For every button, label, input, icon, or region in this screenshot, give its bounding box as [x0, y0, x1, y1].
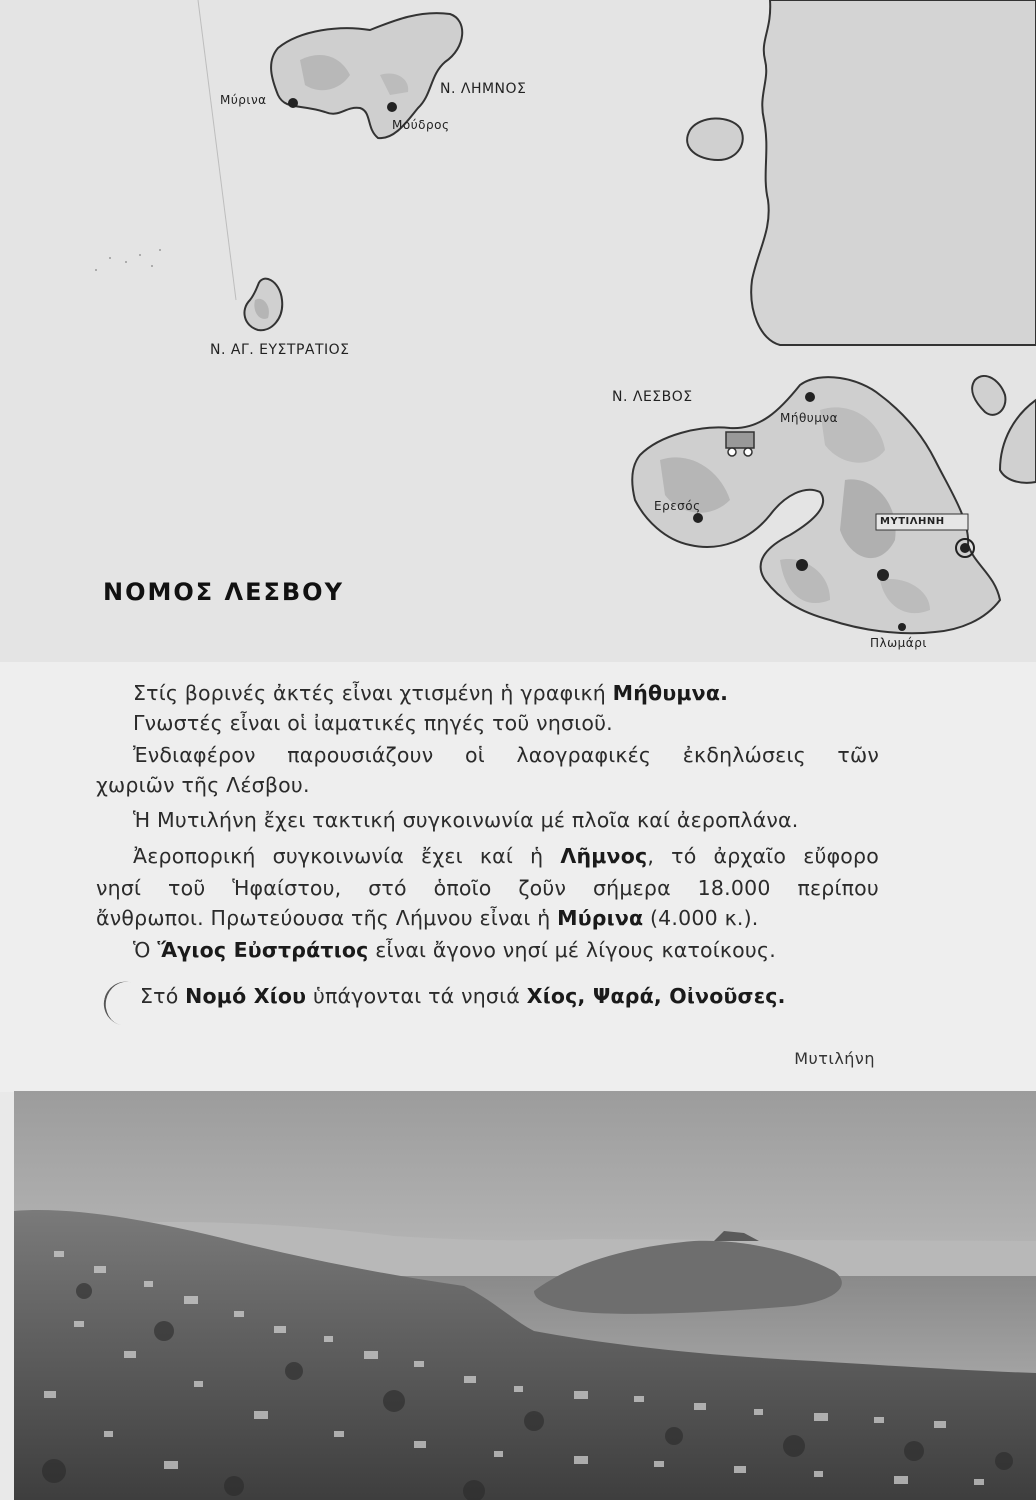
prefecture-title: ΝΟΜΟΣ ΛΕΣΒΟΥ — [103, 578, 344, 606]
label-agios-efstratios: Ν. ΑΓ. ΕΥΣΤΡΑΤΙΟΣ — [210, 342, 350, 358]
map-drawing — [0, 0, 1036, 662]
text-line-6: Ἀεροπορική συγκοινωνία ἔχει καί ἡ Λῆμνος, τό ἀρχαῖο εὔφορο — [133, 844, 879, 868]
text-line-10: Στό Νομό Χίου ὑπάγονται τά νησιά Χίος, Ψαρά, Οἰνοῦσες. — [140, 984, 786, 1008]
photo-mytilini — [14, 1091, 1036, 1500]
label-lesvos: Ν. ΛΕΣΒΟΣ — [612, 389, 693, 405]
text-line-1: Στίς βορινές ἀκτές εἶναι χτισμένη ἡ γραφική Μήθυμνα. — [133, 681, 729, 705]
text-line-5: Ἡ Μυτιλήνη ἔχει τακτική συγκοινωνία μέ πλοῖα καί ἀεροπλάνα. — [133, 808, 799, 832]
label-plomari: Πλωμάρι — [870, 636, 927, 650]
text-line-2: Γνωστές εἶναι οἱ ἰαματικές πηγές τοῦ νησιοῦ. — [133, 711, 613, 735]
text-line-8: ἄνθρωποι. Πρωτεύουσα τῆς Λήμνου εἶναι ἡ Μύρινα (4.000 κ.). — [96, 906, 759, 930]
text-line-4: χωριῶν τῆς Λέσβου. — [96, 773, 310, 797]
label-moudros: Μούδρος — [392, 118, 450, 132]
text-line-9: Ὁ Ἅγιος Εὐστράτιος εἶναι ἄγονο νησί μέ λίγους κατοίκους. — [133, 938, 776, 962]
photo-caption: Μυτιλήνη — [794, 1049, 875, 1068]
map-illustration — [0, 0, 1036, 662]
label-eresos: Ερεσός — [654, 499, 701, 513]
label-myrina-map: Μύρινα — [220, 93, 267, 107]
text-line-3: Ἐνδιαφέρον παρουσιάζουν οἱ λαογραφικές ἐκδηλώσεις τῶν — [133, 743, 879, 767]
photo-drawing — [14, 1091, 1036, 1500]
label-mytilini-map: ΜΥΤΙΛΗΝΗ — [880, 516, 945, 527]
label-limnos: Ν. ΛΗΜΝΟΣ — [440, 81, 527, 97]
label-mithymna: Μήθυμνα — [780, 411, 838, 425]
text-line-7: νησί τοῦ Ἡφαίστου, στό ὁποῖο ζοῦν σήμερα 18.000 περίπου — [96, 876, 879, 900]
